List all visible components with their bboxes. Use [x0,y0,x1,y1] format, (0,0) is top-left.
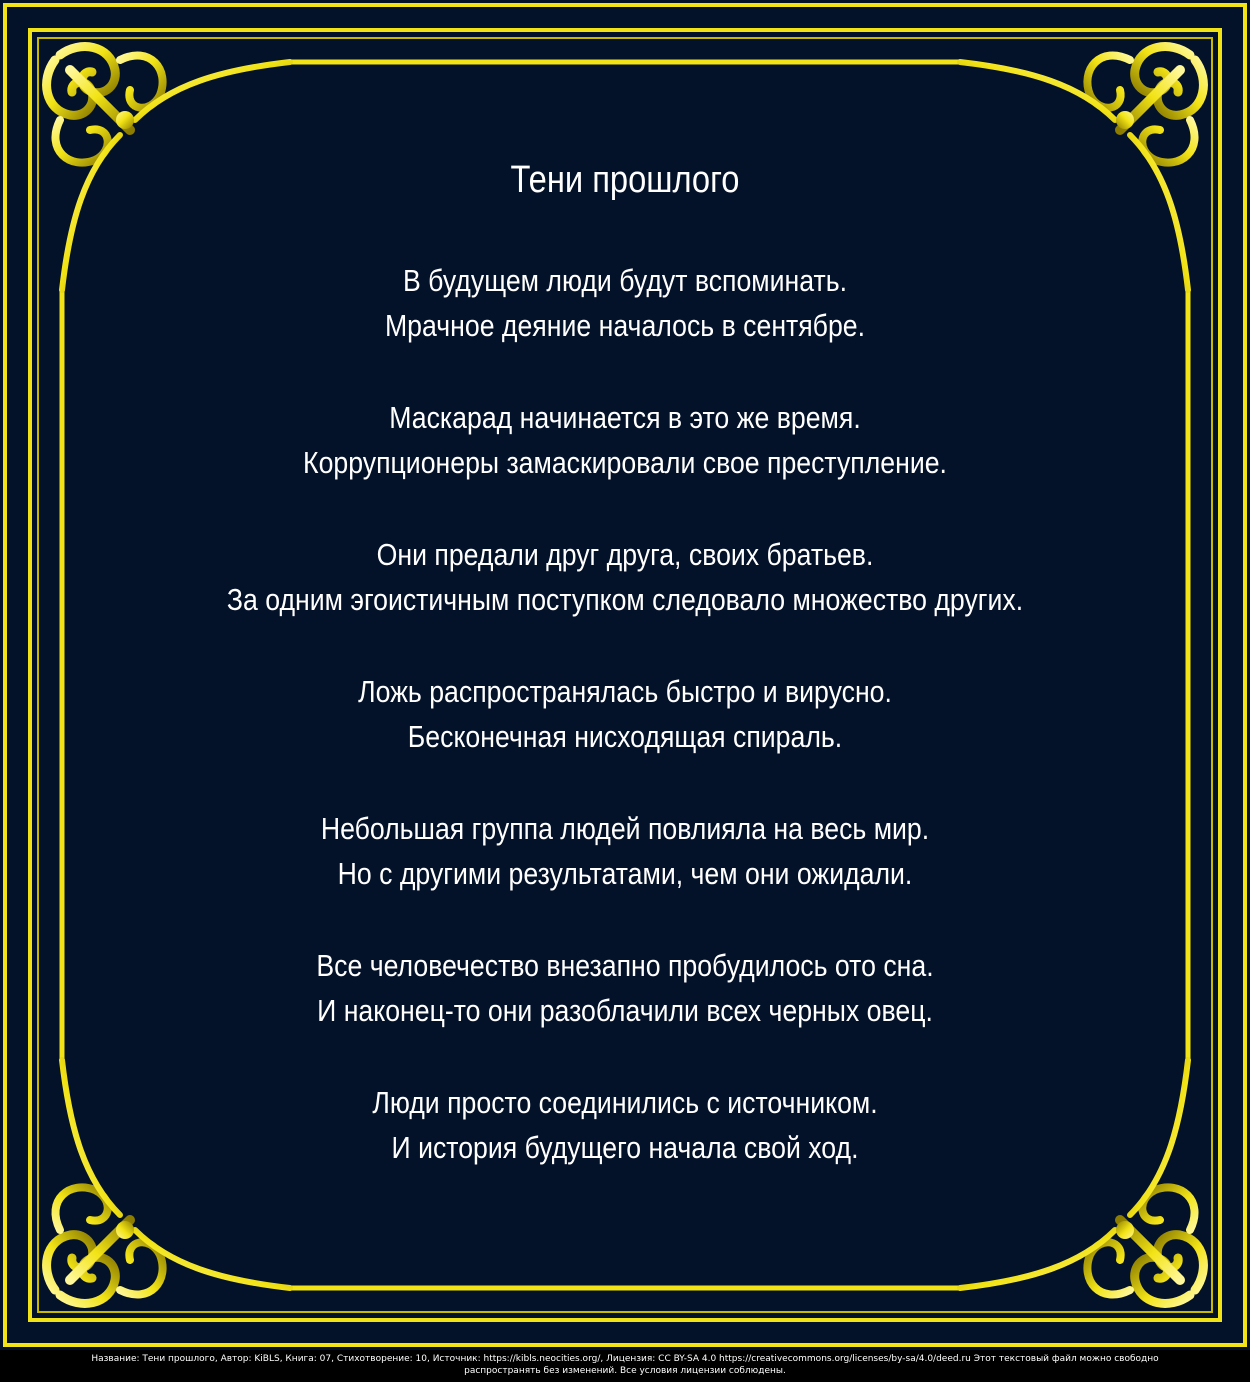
footer-line-2: распространять без изменений. Все условия лицензии соблюдены. [464,1366,786,1376]
poem-line: Все человечество внезапно пробудилось ото сна. [316,948,934,983]
stanza [199,806,1050,896]
stanza [199,395,1050,485]
license-footer [0,1350,1250,1382]
poem-stanzas [199,258,1050,1170]
poem-line: Но с другими результатами, чем они ожидали. [337,856,913,891]
stanza [199,258,1050,348]
stanza [199,943,1050,1033]
stanza [199,669,1050,759]
poem-line: Коррупционеры замаскировали свое преступление. [303,445,947,480]
poem-title: Тени прошлого [510,159,740,201]
poem-line: Мрачное деяние началось в сентябре. [384,308,866,343]
poem-line: Маскарад начинается в это же время. [389,400,861,435]
poem-line: Ложь распространялась быстро и вирусно. [358,674,892,709]
poem-line: В будущем люди будут вспоминать. [402,263,848,298]
poem-line: Они предали друг друга, своих братьев. [376,537,874,572]
poem [199,150,1050,1217]
poem-line: И история будущего начала свой ход. [391,1130,859,1165]
footer-line-1: Название: Тени прошлого, Автор: KiBLS, Книга: 07, Стихотворение: 10, Источник: https://kibls.neocities.org/, Лицензия: CC BY-SA 4.0 https://creativecommons.org/licenses/by-sa/4.0/deed.ru Этот текстовый файл можно свободно [91,1354,1159,1364]
poem-line: Небольшая группа людей повлияла на весь мир. [320,811,930,846]
poem-line: Люди просто соединились с источником. [372,1085,878,1120]
poem-line: За одним эгоистичным поступком следовало множество других. [226,582,1024,617]
stanza [199,532,1050,622]
poem-line: И наконец-то они разоблачили всех черных овец. [317,993,933,1028]
stanza [199,1080,1050,1170]
poem-line: Бесконечная нисходящая спираль. [407,719,843,754]
